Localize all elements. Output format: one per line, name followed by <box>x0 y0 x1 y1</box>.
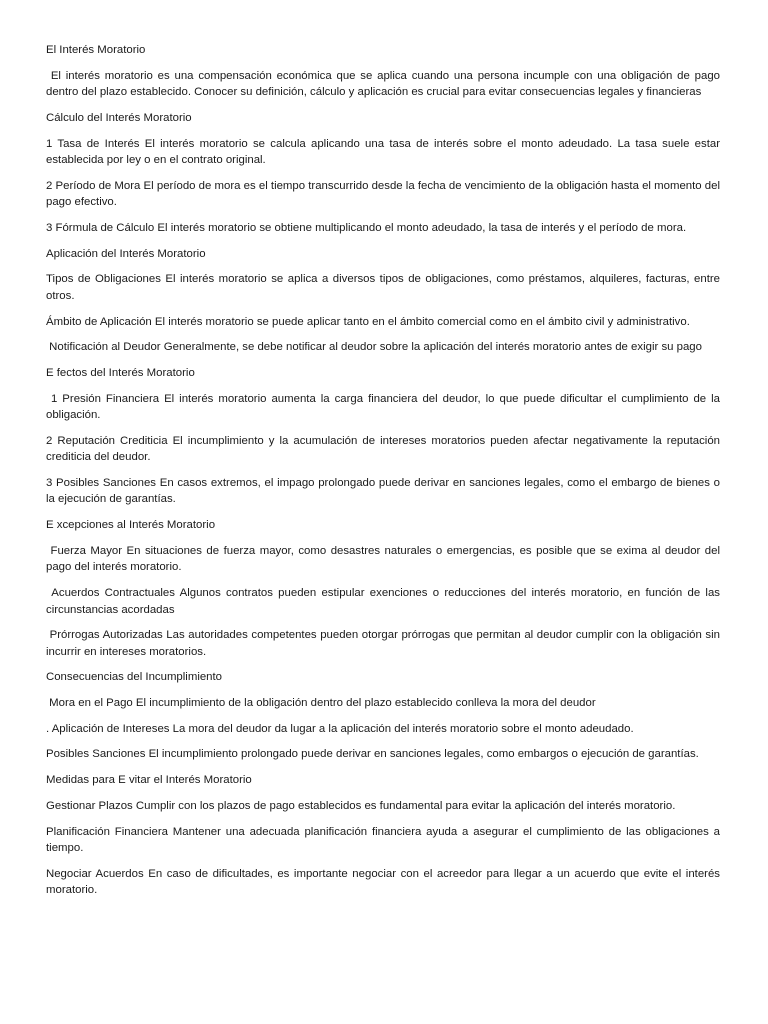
section-heading: Medidas para E vitar el Interés Moratorio <box>46 774 252 787</box>
paragraph: Mora en el Pago El incumplimiento de la obligación dentro del plazo establecido conlleva la mora del deudor <box>46 697 596 710</box>
document-body <box>46 68 724 899</box>
paragraph: Ámbito de Aplicación El interés moratorio se puede aplicar tanto en el ámbito comercial como en el ámbito civil y administrativo. <box>46 315 690 328</box>
section-heading: Consecuencias del Incumplimiento <box>46 671 223 684</box>
document-page <box>46 42 724 908</box>
paragraph: 2 Reputación Crediticia El incumplimiento y la acumulación de intereses moratorios pueden afectar negativamente la reputación crediticia del deudor. <box>46 434 724 464</box>
paragraph: Acuerdos Contractuales Algunos contratos pueden estipular exenciones o reducciones del interés moratorio, en función de las circunstancias acordadas <box>46 587 724 616</box>
paragraph: Planificación Financiera Mantener una adecuada planificación financiera ayuda a asegurar el cumplimiento de las obligaciones a tiempo. <box>46 825 724 854</box>
paragraph: Tipos de Obligaciones El interés moratorio se aplica a diversos tipos de obligaciones, como préstamos, alquileres, facturas, entre otros. <box>46 273 724 302</box>
section-heading: Cálculo del Interés Moratorio <box>46 111 192 124</box>
paragraph: 3 Fórmula de Cálculo El interés moratorio se obtiene multiplicando el monto adeudado, la tasa de interés y el período de mora. <box>46 221 687 234</box>
paragraph: 3 Posibles Sanciones En casos extremos, el impago prolongado puede derivar en sanciones legales, como el embargo de bienes o la ejecución de garantías. <box>46 476 724 506</box>
paragraph: 1 Tasa de Interés El interés moratorio se calcula aplicando una tasa de interés sobre el monto adeudado. La tasa suele estar establecida por ley o en el contrato original. <box>46 137 724 167</box>
paragraph: 2 Período de Mora El período de mora es el tiempo transcurrido desde la fecha de vencimiento de la obligación hasta el momento del pago efectivo. <box>46 179 724 209</box>
paragraph: . Aplicación de Intereses La mora del deudor da lugar a la aplicación del interés moratorio sobre el monto adeudado. <box>46 722 634 735</box>
paragraph: Prórrogas Autorizadas Las autoridades competentes pueden otorgar prórrogas que permitan al deudor cumplir con la obligación sin incurrir en intereses moratorios. <box>46 629 724 658</box>
paragraph: Gestionar Plazos Cumplir con los plazos de pago establecidos es fundamental para evitar la aplicación del interés moratorio. <box>46 799 676 812</box>
paragraph: Negociar Acuerdos En caso de dificultades, es importante negociar con el acreedor para llegar a un acuerdo que evite el interés moratorio. <box>46 867 724 897</box>
section-heading: E xcepciones al Interés Moratorio <box>46 519 216 532</box>
section-heading: Aplicación del Interés Moratorio <box>46 247 206 260</box>
paragraph: Fuerza Mayor En situaciones de fuerza mayor, como desastres naturales o emergencias, es posible que se exima al deudor del pago del interés moratorio. <box>46 544 724 574</box>
paragraph: Posibles Sanciones El incumplimiento prolongado puede derivar en sanciones legales, como embargos o ejecución de garantías. <box>46 748 699 761</box>
document-title: El Interés Moratorio <box>46 44 146 56</box>
paragraph: 1 Presión Financiera El interés moratorio aumenta la carga financiera del deudor, lo que puede dificultar el cumplimiento de la obligación. <box>46 392 724 422</box>
section-heading: E fectos del Interés Moratorio <box>46 366 195 379</box>
paragraph: Notificación al Deudor Generalmente, se debe notificar al deudor sobre la aplicación del interés moratorio antes de exigir su pago <box>46 341 702 354</box>
paragraph: El interés moratorio es una compensación económica que se aplica cuando una persona incumple con una obligación de pago dentro del plazo establecido. Conocer su definición, cálculo y aplicación es crucial para evitar consecuencias legales y financieras <box>46 69 724 99</box>
